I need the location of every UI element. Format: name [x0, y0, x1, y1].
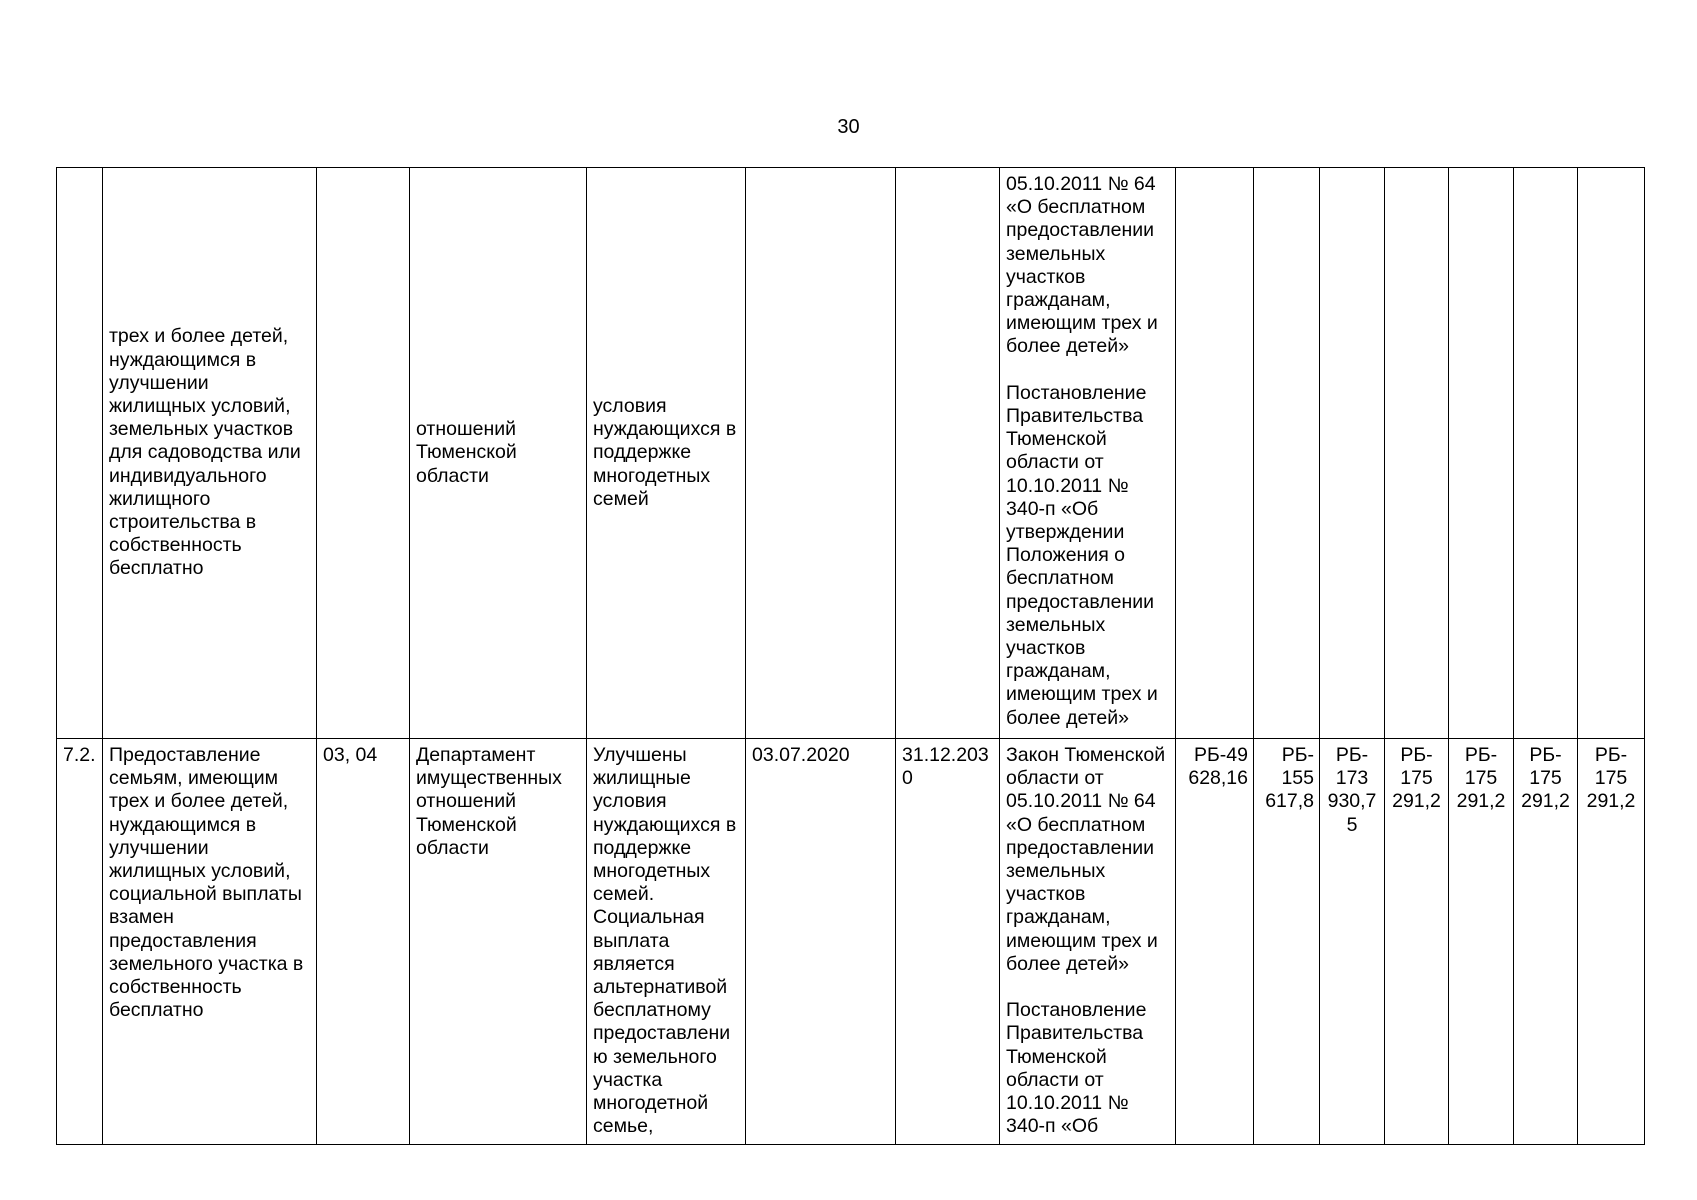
cell-amount [1320, 168, 1385, 739]
cell-start-date [746, 168, 896, 739]
cell-amount: РБ-49 628,16 [1176, 739, 1254, 1145]
cell-expected-result: Улучшены жилищные условия нуждающихся в поддержке многодетных семей. Социальная выплата является альтернативой бесплатному предоставлени ю земельного участка многодетной семье, [587, 739, 746, 1145]
cell-legal-basis: 05.10.2011 № 64 «О бесплатном предоставлении земельных участков гражданам, имеющим трех и более детей» Постановление Правительства Тюменской области от 10.10.2011 № 340-п «Об утверждении Положения о бесплатном предоставлении земельных участков гражданам, имеющим трех и более детей» [1000, 168, 1176, 739]
cell-amount: РБ- 175 291,2 [1385, 739, 1449, 1145]
cell-amount: РБ- 173 930,7 5 [1320, 739, 1385, 1145]
table-row-continuation [57, 168, 1645, 739]
cell-legal-basis: Закон Тюменской области от 05.10.2011 № 64 «О бесплатном предоставлении земельных участков гражданам, имеющим трех и более детей» Постановление Правительства Тюменской области от 10.10.2011 № 340-п «Об [1000, 739, 1176, 1145]
program-table [56, 167, 1645, 1145]
cell-amount: РБ- 175 291,2 [1514, 739, 1578, 1145]
cell-amount [1514, 168, 1578, 739]
cell-num [57, 168, 103, 739]
cell-amount: РБ- 155 617,8 [1254, 739, 1320, 1145]
page-number: 30 [837, 116, 860, 138]
cell-amount [1449, 168, 1514, 739]
cell-amount [1254, 168, 1320, 739]
cell-code [317, 168, 410, 739]
cell-amount [1385, 168, 1449, 739]
cell-start-date: 03.07.2020 [746, 739, 896, 1145]
cell-amount [1176, 168, 1254, 739]
cell-expected-result: условия нуждающихся в поддержке многодетных семей [587, 168, 746, 739]
cell-executor: отношений Тюменской области [410, 168, 587, 739]
cell-amount: РБ- 175 291,2 [1578, 739, 1645, 1145]
cell-amount [1578, 168, 1645, 739]
cell-code: 03, 04 [317, 739, 410, 1145]
cell-measure-name: трех и более детей, нуждающимся в улучшении жилищных условий, земельных участков для садоводства или индивидуального жилищного строительства в собственность бесплатно [103, 168, 317, 739]
table-row-7-2 [57, 739, 1645, 1145]
cell-num: 7.2. [57, 739, 103, 1145]
cell-amount: РБ- 175 291,2 [1449, 739, 1514, 1145]
cell-measure-name: Предоставление семьям, имеющим трех и более детей, нуждающимся в улучшении жилищных условий, социальной выплаты взамен предоставления земельного участка в собственность бесплатно [103, 739, 317, 1145]
cell-end-date [896, 168, 1000, 739]
cell-end-date: 31.12.203 0 [896, 739, 1000, 1145]
cell-executor: Департамент имущественных отношений Тюменской области [410, 739, 587, 1145]
